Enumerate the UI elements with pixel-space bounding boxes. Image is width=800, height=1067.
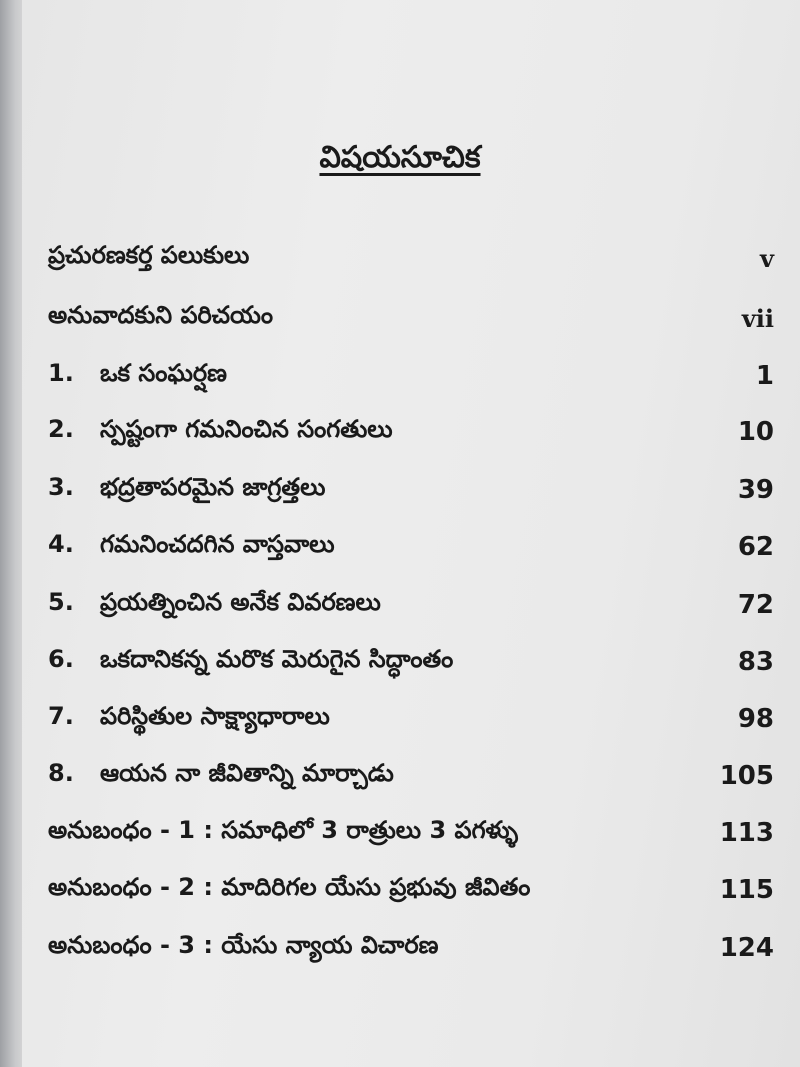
chapter-number: 4. [48, 530, 74, 558]
chapter-number: 1. [48, 359, 74, 387]
toc-page-number: 105 [719, 761, 774, 791]
toc-entry [48, 870, 774, 910]
toc-label: 3. భద్రతాపరమైన జాగ్రత్తలు [48, 473, 325, 507]
chapter-number: 6. [48, 645, 74, 673]
page-title: విషయసూచిక [319, 140, 481, 175]
toc-page-number: 124 [719, 933, 774, 963]
toc-entry [48, 813, 774, 853]
toc-label: 8. ఆయన నా జీవితాన్ని మార్చాడు [48, 759, 394, 793]
toc-page-number: 1 [755, 361, 774, 391]
toc-page-number: 98 [737, 704, 774, 734]
toc-page-number: 83 [737, 647, 774, 677]
toc-label: 7. పరిస్థితుల సాక్ష్యాధారాలు [48, 702, 330, 736]
toc-entry [48, 238, 774, 278]
toc-entry [48, 470, 774, 510]
toc-entry [48, 642, 774, 682]
toc-entry [48, 298, 774, 338]
toc-label: అనుబంధం - 3 : యేసు న్యాయ విచారణ [48, 931, 439, 959]
toc-label: అనుబంధం - 1 : సమాధిలో 3 రాత్రులు 3 పగళ్ళు [48, 816, 519, 844]
chapter-number: 7. [48, 702, 74, 730]
toc-label: అనుబంధం - 2 : మాదిరిగల యేసు ప్రభువు జీవితం [48, 873, 531, 901]
toc-page-number: vii [741, 303, 774, 333]
toc-entry [48, 585, 774, 625]
toc-label: 4. గమనించదగిన వాస్తవాలు [48, 530, 335, 564]
chapter-number: 3. [48, 473, 74, 501]
toc-label: 5. ప్రయత్నించిన అనేక వివరణలు [48, 588, 381, 622]
toc-entry [48, 756, 774, 796]
toc-page-number: 115 [719, 875, 774, 905]
toc-page-number: v [760, 243, 774, 273]
chapter-number: 8. [48, 759, 74, 787]
toc-entry [48, 699, 774, 739]
toc-entry [48, 928, 774, 968]
toc-label: 1. ఒక సంఘర్షణ [48, 359, 227, 393]
toc-entry [48, 356, 774, 396]
chapter-number: 2. [48, 415, 74, 443]
toc-page-number: 72 [737, 590, 774, 620]
toc-entry [48, 412, 774, 452]
toc-entry [48, 527, 774, 567]
toc-label: 6. ఒకదానికన్న మరొక మెరుగైన సిద్ధాంతం [48, 645, 453, 679]
toc-label: అనువాదకుని పరిచయం [48, 301, 274, 329]
toc-page-number: 39 [737, 475, 774, 505]
toc-label: ప్రచురణకర్త పలుకులు [48, 241, 250, 269]
toc-page-number: 62 [737, 532, 774, 562]
toc-page-number: 113 [719, 818, 774, 848]
chapter-number: 5. [48, 588, 74, 616]
toc-label: 2. స్పష్టంగా గమనించిన సంగతులు [48, 415, 393, 449]
toc-page-number: 10 [737, 417, 774, 447]
